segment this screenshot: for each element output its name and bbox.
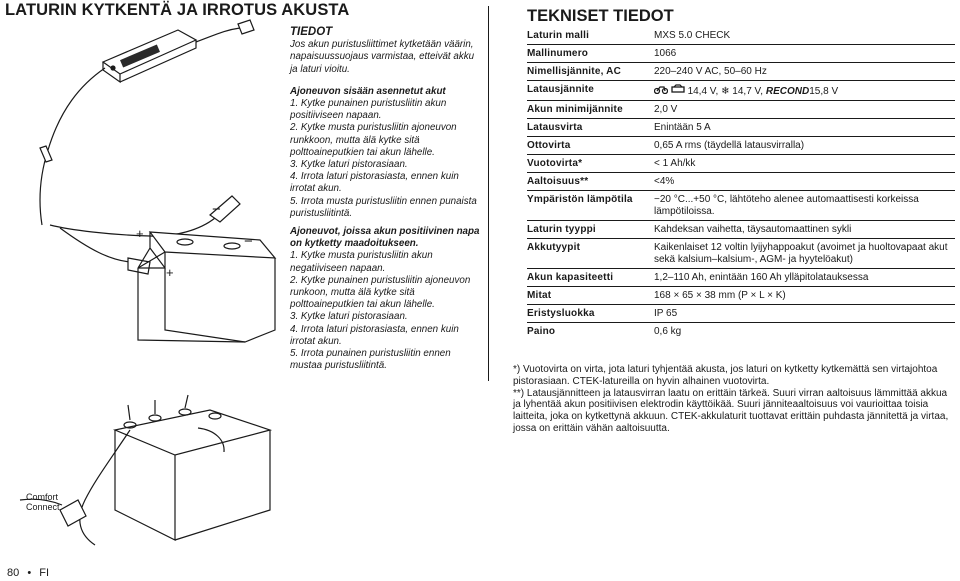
row-value: Kahdeksan vaihetta, täysautomaattinen sykli [654, 224, 852, 235]
page-number: 80 [7, 567, 20, 579]
table-row [527, 137, 955, 155]
negative-step: 5. Irrota punainen puristusliitin ennen mustaa puristusliitintä. [290, 348, 451, 372]
voltage-normal: 14,4 V, [687, 86, 719, 97]
row-value: 0,6 kg [654, 326, 682, 337]
charger-connection-illustration [0, 0, 290, 565]
row-value [654, 81, 955, 100]
car-icon [671, 84, 685, 94]
negative-step: 4. Irrota laturi pistorasiasta, ennen kuin irrotat akun. [290, 323, 459, 347]
facts-heading: TIEDOT [290, 26, 333, 38]
instructions-column [290, 26, 482, 372]
negative-step: 3. Kytke laturi pistorasiaan. [290, 311, 408, 323]
row-key: Akkutyypit [527, 242, 581, 253]
table-row [527, 63, 955, 81]
table-row [527, 119, 955, 137]
page-footer [7, 567, 49, 579]
row-key: Nimellisjännite, AC [527, 66, 622, 77]
footer-language: FI [39, 567, 50, 579]
tech-title: TEKNISET TIEDOT [527, 7, 674, 25]
inside-step: 4. Irrota laturi pistorasiasta, ennen kuin irrotat akun. [290, 171, 459, 195]
tech-table [527, 27, 955, 340]
row-value: IP 65 [654, 308, 678, 319]
inside-vehicle-heading: Ajoneuvon sisään asennetut akut [290, 85, 446, 97]
table-row [527, 155, 955, 173]
row-key: Mallinumero [527, 48, 589, 59]
table-row [527, 239, 955, 269]
inside-step: 1. Kytke punainen puristusliitin akun positiiviseen napaan. [290, 98, 447, 122]
table-row [527, 173, 955, 191]
row-value: 1066 [654, 48, 677, 59]
table-row [527, 221, 955, 239]
footnote-leakage: *) Vuotovirta on virta, jota laturi tyhjentää akusta, jos laturi on kytketty kytkemättä sen virtajohtoa pistorasiaan. CTEK-latureilla on hyvin alhainen vuotovirta. [513, 364, 938, 387]
voltage-cold: 14,7 V, [732, 86, 764, 97]
footnote-ripple: **) Latausjännitteen ja latausvirran laatu on erittäin tärkeä. Suuri virran aaltoisuus lämmittää akkua ja lyhentää akun positiivisen elektrodin käyttöikää. Suuri jänniteaaltoisuus voi vaurioittaa toisia laitteita, joka on kytkettynä akkuun. CTEK-akkulaturit tuottavat erittäin puhdasta jännitettä ja virtaa, jossa on erittäin vähän aaltoisuutta. [513, 387, 949, 434]
row-key: Ympäristön lämpötila [527, 194, 633, 205]
row-key: Eristysluokka [527, 308, 595, 319]
table-row [527, 269, 955, 287]
voltage-recond: 15,8 V [809, 86, 839, 97]
table-row [527, 45, 955, 63]
comfort-connect-label: Comfort Connect [26, 492, 60, 512]
row-key: Aaltoisuus** [527, 176, 589, 187]
row-key: Mitat [527, 290, 552, 301]
row-key: Akun minimijännite [527, 104, 623, 115]
row-value: 168 × 65 × 38 mm (P × L × K) [654, 290, 786, 301]
row-key: Akun kapasiteetti [527, 272, 614, 283]
plus-sign-top: + [136, 226, 144, 241]
table-row [527, 191, 955, 221]
table-row [527, 101, 955, 119]
battery-lower-icon [115, 395, 270, 540]
charger-device-icon [103, 30, 196, 82]
minus-sign-top: − [212, 201, 221, 218]
row-value: 0,65 A rms (täydellä latausvirralla) [654, 140, 805, 151]
plus-sign-battery: + [166, 265, 174, 280]
recond-label: RECOND [765, 86, 810, 97]
page-title: LATURIN KYTKENTÄ JA IRROTUS AKUSTA [5, 1, 350, 19]
battery-upper-icon [138, 232, 275, 342]
row-key: Laturin malli [527, 30, 590, 41]
row-key: Ottovirta [527, 140, 571, 151]
row-value: 2,0 V [654, 104, 678, 115]
row-value: −20 °C...+50 °C, lähtöteho alenee automaattisesti korkeissa lämpötiloissa. [654, 194, 919, 217]
negative-step: 2. Kytke punainen puristusliitin ajoneuvon runkoon, mutta älä kytke sitä polttoaineputkien tai akun lähelle. [290, 274, 471, 311]
inside-step: 2. Kytke musta puristusliitin ajoneuvon runkkoon, mutta älä kytke sitä polttoaineputkien tai akun lähelle. [290, 122, 457, 158]
row-value: 220–240 V AC, 50–60 Hz [654, 66, 767, 77]
footer-bullet: • [27, 567, 32, 579]
table-row [527, 27, 955, 45]
table-row [527, 81, 955, 101]
table-row [527, 323, 955, 340]
row-value: Enintään 5 A [654, 122, 711, 133]
negative-step: 1. Kytke musta puristusliitin akun negatiiviseen napaan. [290, 250, 433, 274]
footnotes [513, 364, 953, 435]
inside-step: 3. Kytke laturi pistorasiaan. [290, 159, 408, 171]
table-row [527, 305, 955, 323]
row-value: MXS 5.0 CHECK [654, 30, 731, 41]
minus-sign-battery: − [244, 233, 253, 250]
inside-step: 5. Irrota musta puristusliitin ennen punaista puristusliitintä. [290, 195, 477, 219]
row-key: Latausvirta [527, 122, 583, 133]
row-value: < 1 Ah/kk [654, 158, 696, 169]
motorcycle-icon [654, 84, 668, 94]
table-row [527, 287, 955, 305]
snowflake-icon: ❄ [721, 86, 730, 97]
facts-intro: Jos akun puristusliittimet kytketään väärin, napaisuussuojaus varmistaa, etteivät akku ja laturi vioitu. [290, 39, 475, 75]
row-value: Kaikenlaiset 12 voltin lyijyhappoakut (avoimet ja huoltovapaat akut sekä kalsium–kalsium-, AGM- ja hyytelöakut) [654, 242, 948, 265]
negative-grounded-heading: Ajoneuvot, joissa akun positiivinen napa on kytketty maadoitukseen. [290, 226, 480, 250]
row-key: Paino [527, 326, 556, 337]
row-value: 1,2–110 Ah, enintään 160 Ah ylläpitolatauksessa [654, 272, 869, 283]
row-key: Vuotovirta* [527, 158, 583, 169]
column-divider [488, 6, 489, 381]
row-value: <4% [654, 176, 675, 187]
row-key: Latausjännite [527, 84, 595, 95]
row-key: Laturin tyyppi [527, 224, 596, 235]
